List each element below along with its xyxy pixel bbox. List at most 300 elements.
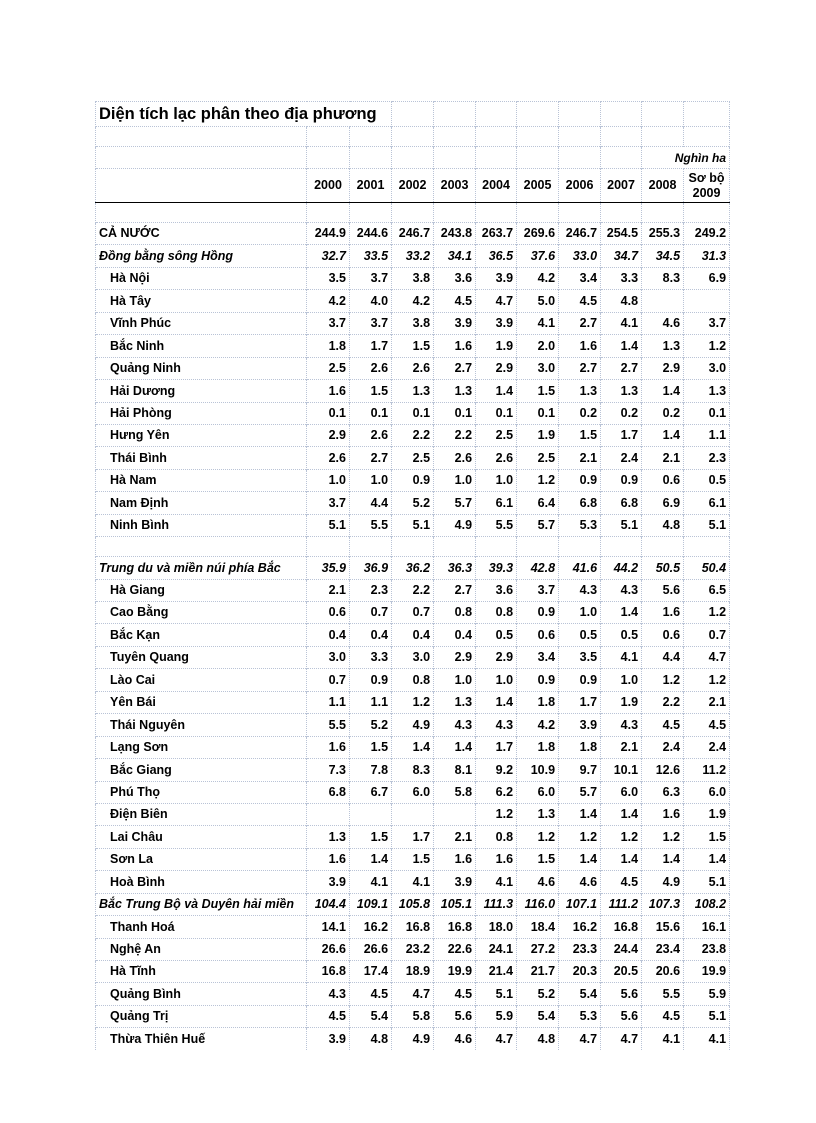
value-cell: 5.1 [476, 983, 517, 1005]
value-cell: 1.4 [601, 803, 642, 825]
value-cell: 1.5 [517, 380, 559, 402]
value-cell: 4.1 [601, 312, 642, 334]
year-header: 2001 [350, 169, 392, 203]
value-cell: 16.2 [350, 916, 392, 938]
value-cell: 3.0 [517, 357, 559, 379]
value-cell: 5.4 [559, 983, 601, 1005]
value-cell: 16.8 [392, 916, 434, 938]
value-cell: 4.5 [434, 290, 476, 312]
value-cell: 3.9 [307, 1028, 350, 1050]
value-cell: 1.6 [307, 380, 350, 402]
value-cell: 5.1 [684, 1005, 730, 1027]
value-cell: 269.6 [517, 223, 559, 245]
value-cell: 3.3 [350, 646, 392, 668]
value-cell: 6.4 [517, 492, 559, 514]
preliminary-label-line: 2009 [692, 185, 721, 200]
province-row [96, 402, 730, 424]
value-cell: 5.9 [476, 1005, 517, 1027]
value-cell: 1.5 [350, 826, 392, 848]
value-cell: 1.4 [601, 848, 642, 870]
preliminary-label-line: Sơ bộ [688, 171, 725, 186]
row-label: Hà Nam [96, 469, 307, 491]
province-row [96, 759, 730, 781]
value-cell: 1.2 [517, 469, 559, 491]
value-cell: 2.2 [392, 424, 434, 446]
value-cell: 3.0 [684, 357, 730, 379]
value-cell: 2.7 [601, 357, 642, 379]
value-cell: 0.8 [434, 602, 476, 624]
value-cell: 1.9 [601, 691, 642, 713]
value-cell: 1.8 [517, 736, 559, 758]
row-label: Thừa Thiên Huế [96, 1028, 307, 1050]
value-cell: 1.5 [392, 848, 434, 870]
value-cell: 1.6 [307, 736, 350, 758]
value-cell: 1.2 [601, 826, 642, 848]
value-cell: 4.1 [476, 871, 517, 893]
value-cell [684, 290, 730, 312]
value-cell: 1.5 [350, 736, 392, 758]
value-cell: 246.7 [392, 223, 434, 245]
row-label: Hải Phòng [96, 402, 307, 424]
value-cell: 1.0 [350, 469, 392, 491]
value-cell: 0.6 [642, 624, 684, 646]
value-cell: 6.5 [684, 579, 730, 601]
value-cell: 1.0 [476, 669, 517, 691]
value-cell: 0.1 [434, 402, 476, 424]
value-cell: 2.2 [392, 579, 434, 601]
header-row [96, 169, 730, 203]
value-cell: 15.6 [642, 916, 684, 938]
province-row [96, 669, 730, 691]
value-cell: 34.1 [434, 245, 476, 267]
value-cell: 11.2 [684, 759, 730, 781]
value-cell: 0.1 [517, 402, 559, 424]
value-cell: 4.2 [392, 290, 434, 312]
value-cell: 255.3 [642, 223, 684, 245]
value-cell: 3.4 [559, 267, 601, 289]
value-cell: 36.3 [434, 557, 476, 579]
value-cell: 3.7 [684, 312, 730, 334]
value-cell: 36.5 [476, 245, 517, 267]
value-cell: 105.1 [434, 893, 476, 915]
value-cell: 244.6 [350, 223, 392, 245]
province-row [96, 983, 730, 1005]
value-cell: 3.7 [350, 267, 392, 289]
value-cell: 1.4 [476, 691, 517, 713]
row-label: Lạng Sơn [96, 736, 307, 758]
value-cell: 4.8 [350, 1028, 392, 1050]
value-cell: 6.2 [476, 781, 517, 803]
value-cell: 0.5 [684, 469, 730, 491]
value-cell: 32.7 [307, 245, 350, 267]
value-cell: 23.2 [392, 938, 434, 960]
value-cell: 5.2 [392, 492, 434, 514]
value-cell: 26.6 [350, 938, 392, 960]
value-cell: 3.0 [307, 646, 350, 668]
value-cell: 18.9 [392, 961, 434, 983]
value-cell: 2.1 [684, 691, 730, 713]
value-cell: 3.9 [476, 312, 517, 334]
row-label: Quảng Ninh [96, 357, 307, 379]
value-cell: 4.9 [642, 871, 684, 893]
value-cell: 2.4 [601, 447, 642, 469]
value-cell: 9.2 [476, 759, 517, 781]
value-cell: 4.9 [392, 1028, 434, 1050]
value-cell: 243.8 [434, 223, 476, 245]
province-row [96, 579, 730, 601]
value-cell: 2.7 [350, 447, 392, 469]
row-label: Nam Định [96, 492, 307, 514]
value-cell: 16.1 [684, 916, 730, 938]
value-cell: 1.0 [434, 669, 476, 691]
value-cell: 2.6 [434, 447, 476, 469]
value-cell: 0.4 [350, 624, 392, 646]
value-cell: 4.3 [601, 714, 642, 736]
value-cell: 1.4 [559, 848, 601, 870]
value-cell: 3.0 [392, 646, 434, 668]
row-label: Trung du và miền núi phía Bắc [96, 557, 307, 579]
value-cell: 23.3 [559, 938, 601, 960]
value-cell: 3.6 [434, 267, 476, 289]
value-cell: 16.8 [434, 916, 476, 938]
value-cell: 2.6 [307, 447, 350, 469]
value-cell: 3.9 [434, 871, 476, 893]
value-cell: 0.1 [392, 402, 434, 424]
year-header: 2007 [601, 169, 642, 203]
value-cell: 2.6 [392, 357, 434, 379]
value-cell: 1.7 [476, 736, 517, 758]
value-cell: 0.7 [350, 602, 392, 624]
value-cell: 1.6 [642, 602, 684, 624]
row-label: Yên Bái [96, 691, 307, 713]
value-cell: 4.6 [517, 871, 559, 893]
value-cell: 0.7 [392, 602, 434, 624]
row-label: Thái Nguyên [96, 714, 307, 736]
row-label: Hưng Yên [96, 424, 307, 446]
value-cell: 0.7 [307, 669, 350, 691]
value-cell: 2.7 [434, 357, 476, 379]
value-cell: 4.9 [434, 514, 476, 536]
value-cell: 4.7 [559, 1028, 601, 1050]
value-cell: 6.8 [307, 781, 350, 803]
value-cell: 254.5 [601, 223, 642, 245]
row-label: Vĩnh Phúc [96, 312, 307, 334]
value-cell: 0.2 [601, 402, 642, 424]
value-cell: 4.9 [392, 714, 434, 736]
value-cell: 8.1 [434, 759, 476, 781]
value-cell: 5.1 [601, 514, 642, 536]
value-cell: 1.0 [559, 602, 601, 624]
value-cell: 6.8 [559, 492, 601, 514]
value-cell: 7.8 [350, 759, 392, 781]
value-cell: 2.9 [476, 646, 517, 668]
province-row [96, 691, 730, 713]
value-cell: 1.4 [392, 736, 434, 758]
value-cell: 2.4 [642, 736, 684, 758]
value-cell: 1.2 [684, 669, 730, 691]
value-cell: 33.2 [392, 245, 434, 267]
unit-row [96, 147, 730, 169]
province-row [96, 803, 730, 825]
value-cell: 21.7 [517, 961, 559, 983]
value-cell: 1.2 [559, 826, 601, 848]
value-cell: 0.1 [350, 402, 392, 424]
value-cell: 5.4 [350, 1005, 392, 1027]
row-label: Bắc Kạn [96, 624, 307, 646]
value-cell: 5.5 [476, 514, 517, 536]
year-header: 2003 [434, 169, 476, 203]
province-row [96, 469, 730, 491]
value-cell: 1.5 [559, 424, 601, 446]
value-cell: 0.9 [601, 469, 642, 491]
value-cell: 2.9 [642, 357, 684, 379]
value-cell: 4.8 [517, 1028, 559, 1050]
value-cell: 8.3 [392, 759, 434, 781]
preliminary-year-header [684, 169, 730, 203]
value-cell: 0.7 [684, 624, 730, 646]
data-table [95, 101, 730, 1050]
value-cell: 4.5 [307, 1005, 350, 1027]
value-cell: 1.3 [517, 803, 559, 825]
value-cell: 2.5 [392, 447, 434, 469]
value-cell: 2.3 [684, 447, 730, 469]
value-cell: 3.7 [350, 312, 392, 334]
value-cell: 5.5 [350, 514, 392, 536]
value-cell: 1.3 [601, 380, 642, 402]
province-row [96, 312, 730, 334]
value-cell: 1.7 [559, 691, 601, 713]
value-cell: 5.3 [559, 514, 601, 536]
value-cell: 4.1 [517, 312, 559, 334]
value-cell: 6.7 [350, 781, 392, 803]
value-cell: 4.7 [392, 983, 434, 1005]
value-cell: 1.0 [307, 469, 350, 491]
value-cell: 1.0 [601, 669, 642, 691]
value-cell: 5.1 [392, 514, 434, 536]
row-label: Lào Cai [96, 669, 307, 691]
value-cell: 0.4 [307, 624, 350, 646]
value-cell: 10.1 [601, 759, 642, 781]
value-cell: 2.1 [642, 447, 684, 469]
value-cell: 1.4 [642, 848, 684, 870]
value-cell: 5.0 [517, 290, 559, 312]
value-cell: 1.2 [392, 691, 434, 713]
value-cell: 34.5 [642, 245, 684, 267]
value-cell: 2.9 [476, 357, 517, 379]
value-cell: 244.9 [307, 223, 350, 245]
province-row [96, 714, 730, 736]
value-cell: 18.0 [476, 916, 517, 938]
value-cell: 109.1 [350, 893, 392, 915]
row-label: Bắc Trung Bộ và Duyên hải miền [96, 893, 307, 915]
value-cell: 2.7 [434, 579, 476, 601]
value-cell: 4.7 [476, 1028, 517, 1050]
value-cell: 2.6 [476, 447, 517, 469]
province-row [96, 602, 730, 624]
province-row [96, 1028, 730, 1050]
value-cell: 36.2 [392, 557, 434, 579]
province-row [96, 736, 730, 758]
value-cell: 2.9 [307, 424, 350, 446]
value-cell: 107.3 [642, 893, 684, 915]
value-cell: 4.8 [601, 290, 642, 312]
value-cell: 1.4 [559, 803, 601, 825]
value-cell: 108.2 [684, 893, 730, 915]
value-cell: 4.5 [642, 1005, 684, 1027]
value-cell: 3.8 [392, 267, 434, 289]
value-cell: 3.7 [517, 579, 559, 601]
value-cell: 1.6 [559, 335, 601, 357]
value-cell: 31.3 [684, 245, 730, 267]
value-cell: 105.8 [392, 893, 434, 915]
value-cell: 4.3 [601, 579, 642, 601]
value-cell: 0.5 [476, 624, 517, 646]
value-cell: 2.3 [350, 579, 392, 601]
value-cell: 1.8 [559, 736, 601, 758]
value-cell: 246.7 [559, 223, 601, 245]
value-cell: 12.6 [642, 759, 684, 781]
value-cell: 0.2 [559, 402, 601, 424]
value-cell: 6.0 [601, 781, 642, 803]
value-cell: 107.1 [559, 893, 601, 915]
value-cell: 3.5 [307, 267, 350, 289]
value-cell: 1.4 [601, 602, 642, 624]
row-label: Hải Dương [96, 380, 307, 402]
province-row [96, 624, 730, 646]
value-cell: 0.1 [307, 402, 350, 424]
value-cell: 2.4 [684, 736, 730, 758]
value-cell: 1.9 [476, 335, 517, 357]
value-cell: 0.6 [307, 602, 350, 624]
spacer-row [96, 203, 730, 223]
value-cell: 0.9 [392, 469, 434, 491]
value-cell: 4.5 [350, 983, 392, 1005]
value-cell: 34.7 [601, 245, 642, 267]
value-cell: 6.3 [642, 781, 684, 803]
value-cell: 0.2 [642, 402, 684, 424]
region-row [96, 245, 730, 267]
year-header: 2002 [392, 169, 434, 203]
value-cell: 1.4 [642, 424, 684, 446]
value-cell: 6.1 [684, 492, 730, 514]
table-title: Diện tích lạc phân theo địa phương [96, 102, 392, 127]
value-cell: 5.7 [559, 781, 601, 803]
province-row [96, 492, 730, 514]
value-cell: 5.9 [684, 983, 730, 1005]
value-cell: 5.6 [642, 579, 684, 601]
value-cell: 3.5 [559, 646, 601, 668]
value-cell: 5.8 [434, 781, 476, 803]
value-cell: 1.5 [517, 848, 559, 870]
value-cell: 0.9 [517, 669, 559, 691]
value-cell: 1.3 [642, 335, 684, 357]
region-row [96, 893, 730, 915]
value-cell: 4.5 [684, 714, 730, 736]
value-cell: 1.0 [476, 469, 517, 491]
value-cell: 3.4 [517, 646, 559, 668]
value-cell: 1.8 [307, 335, 350, 357]
province-row [96, 447, 730, 469]
row-label: Điện Biên [96, 803, 307, 825]
province-row [96, 826, 730, 848]
value-cell: 4.7 [601, 1028, 642, 1050]
row-label: Lai Châu [96, 826, 307, 848]
value-cell: 116.0 [517, 893, 559, 915]
value-cell: 5.6 [434, 1005, 476, 1027]
value-cell: 42.8 [517, 557, 559, 579]
row-label: Cao Bằng [96, 602, 307, 624]
value-cell: 24.4 [601, 938, 642, 960]
year-header: 2008 [642, 169, 684, 203]
value-cell: 5.8 [392, 1005, 434, 1027]
value-cell: 1.7 [601, 424, 642, 446]
value-cell: 4.4 [350, 492, 392, 514]
value-cell: 22.6 [434, 938, 476, 960]
value-cell: 1.3 [307, 826, 350, 848]
value-cell: 0.8 [392, 669, 434, 691]
province-row [96, 848, 730, 870]
province-row [96, 357, 730, 379]
value-cell: 9.7 [559, 759, 601, 781]
province-row [96, 424, 730, 446]
value-cell: 4.7 [476, 290, 517, 312]
province-row [96, 871, 730, 893]
value-cell: 6.0 [684, 781, 730, 803]
value-cell: 27.2 [517, 938, 559, 960]
value-cell [642, 290, 684, 312]
value-cell: 2.1 [601, 736, 642, 758]
value-cell: 14.1 [307, 916, 350, 938]
value-cell: 2.1 [307, 579, 350, 601]
value-cell: 4.3 [476, 714, 517, 736]
value-cell: 4.2 [517, 714, 559, 736]
value-cell: 5.6 [601, 1005, 642, 1027]
value-cell: 0.9 [559, 469, 601, 491]
province-row [96, 961, 730, 983]
value-cell: 6.1 [476, 492, 517, 514]
value-cell: 4.2 [307, 290, 350, 312]
province-row [96, 380, 730, 402]
value-cell: 1.5 [684, 826, 730, 848]
value-cell: 4.0 [350, 290, 392, 312]
value-cell: 1.2 [642, 826, 684, 848]
value-cell: 263.7 [476, 223, 517, 245]
value-cell: 4.2 [517, 267, 559, 289]
value-cell [350, 803, 392, 825]
value-cell: 1.1 [684, 424, 730, 446]
value-cell: 1.0 [434, 469, 476, 491]
row-label: Quảng Bình [96, 983, 307, 1005]
value-cell: 6.0 [517, 781, 559, 803]
value-cell: 36.9 [350, 557, 392, 579]
value-cell: 23.4 [642, 938, 684, 960]
value-cell: 4.3 [307, 983, 350, 1005]
value-cell: 1.4 [350, 848, 392, 870]
value-cell: 0.1 [684, 402, 730, 424]
year-header: 2006 [559, 169, 601, 203]
value-cell: 6.9 [642, 492, 684, 514]
value-cell: 0.8 [476, 826, 517, 848]
value-cell: 1.3 [434, 691, 476, 713]
value-cell: 2.2 [642, 691, 684, 713]
value-cell: 1.4 [642, 380, 684, 402]
row-label: Sơn La [96, 848, 307, 870]
value-cell: 0.9 [350, 669, 392, 691]
row-label: Hà Tĩnh [96, 961, 307, 983]
year-header: 2004 [476, 169, 517, 203]
value-cell: 35.9 [307, 557, 350, 579]
spacer-row [96, 537, 730, 557]
